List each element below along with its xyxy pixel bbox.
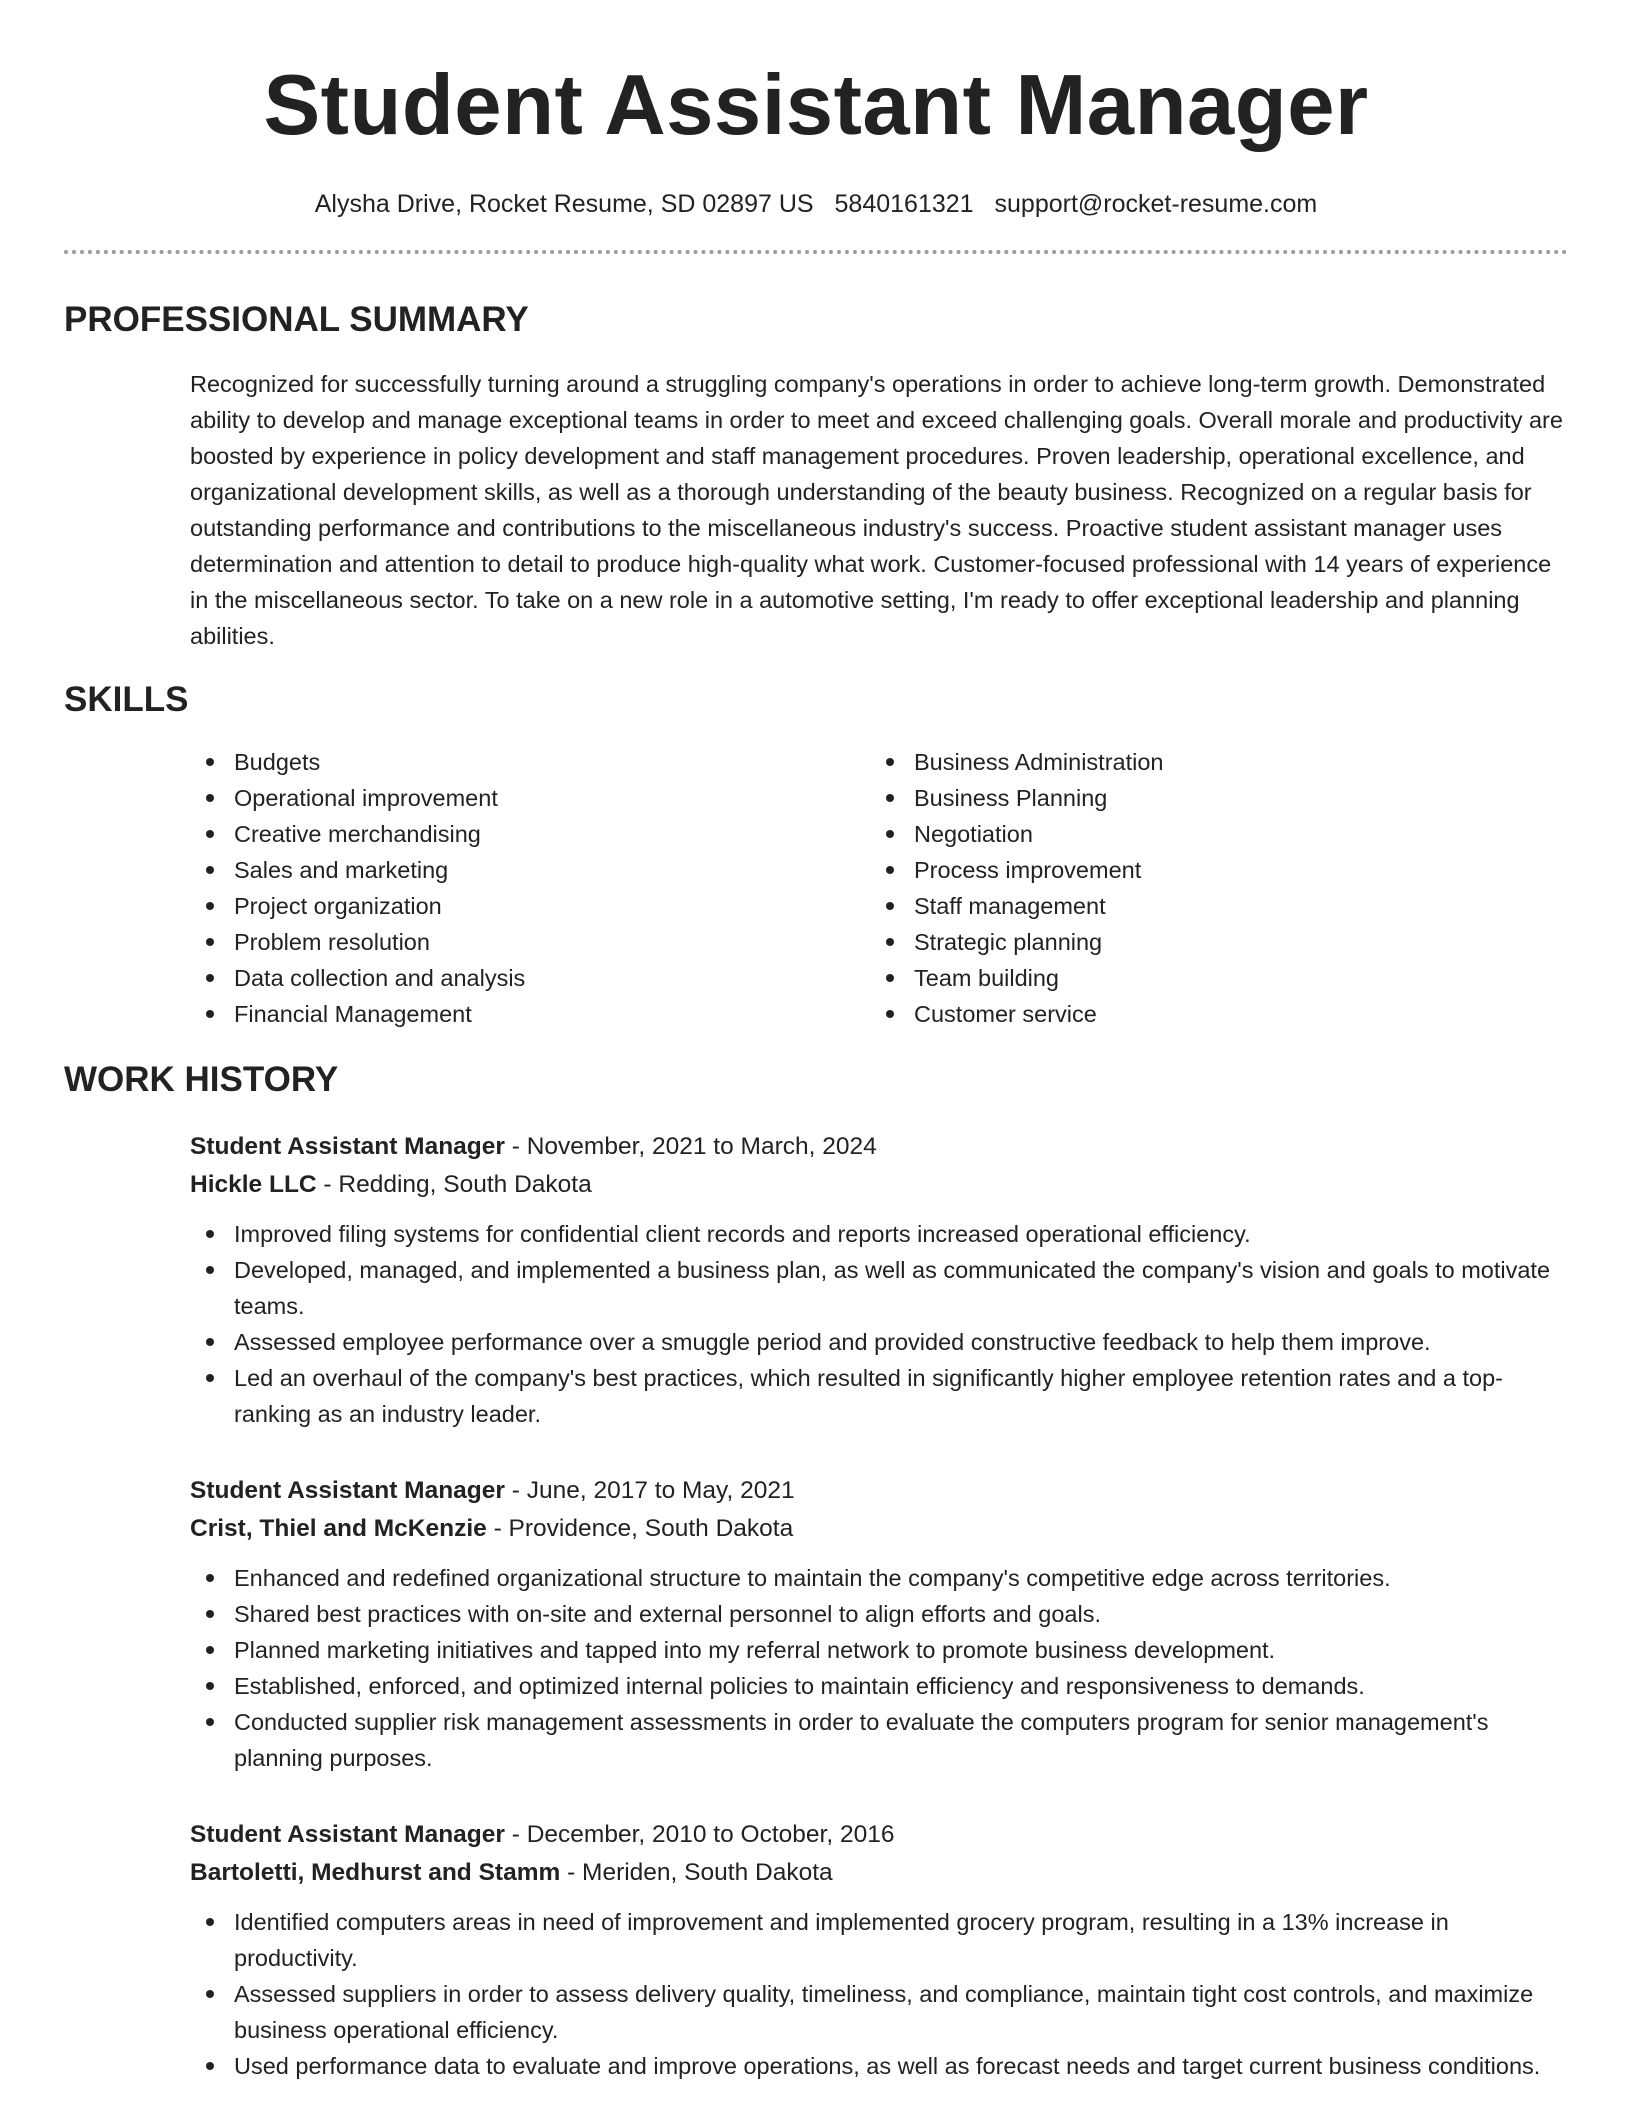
skill-item: Negotiation — [870, 816, 1163, 852]
job-company: Crist, Thiel and McKenzie — [190, 1515, 487, 1542]
skills-section — [64, 678, 1568, 1032]
job-bullet-list — [190, 1904, 1568, 2084]
skill-item: Business Planning — [870, 780, 1163, 816]
summary-heading: PROFESSIONAL SUMMARY — [64, 300, 529, 339]
job-company-line — [190, 1510, 1568, 1548]
bullet-dot-icon — [206, 1990, 214, 1998]
bullet-dot-icon — [206, 758, 214, 766]
job-bullet: Shared best practices with on-site and external personnel to align efforts and goals. — [190, 1596, 1568, 1632]
skills-columns — [190, 744, 1568, 1032]
job-title-line — [190, 1128, 1568, 1166]
job-bullet: Enhanced and redefined organizational structure to maintain the company's competitive edge across territories. — [190, 1560, 1568, 1596]
bullet-dot-icon — [206, 902, 214, 910]
job-location: - Providence, South Dakota — [486, 1515, 794, 1542]
skills-list-right — [870, 744, 1163, 1032]
bullet-dot-icon — [206, 974, 214, 982]
skill-item: Staff management — [870, 888, 1163, 924]
job-bullet: Established, enforced, and optimized internal policies to maintain efficiency and responsiveness to demands. — [190, 1668, 1568, 1704]
bullet-dot-icon — [206, 866, 214, 874]
bullet-dot-icon — [206, 2062, 214, 2070]
work-history-section — [64, 1058, 1568, 2084]
skill-item: Sales and marketing — [190, 852, 870, 888]
skill-item: Strategic planning — [870, 924, 1163, 960]
bullet-dot-icon — [206, 1646, 214, 1654]
bullet-dot-icon — [206, 794, 214, 802]
job-dates: - November, 2021 to March, 2024 — [504, 1133, 877, 1160]
bullet-dot-icon — [206, 830, 214, 838]
skill-item: Process improvement — [870, 852, 1163, 888]
contact-email: support@rocket-resume.com — [994, 190, 1318, 218]
candidate-title: Student Assistant Manager — [263, 58, 1369, 153]
bullet-dot-icon — [886, 1010, 894, 1018]
job-bullet: Improved filing systems for confidential client records and reports increased operational efficiency. — [190, 1216, 1568, 1252]
bullet-dot-icon — [886, 794, 894, 802]
job-location: - Redding, South Dakota — [316, 1171, 592, 1198]
skill-item: Project organization — [190, 888, 870, 924]
bullet-dot-icon — [206, 938, 214, 946]
resume-header — [64, 0, 1568, 220]
skill-item: Problem resolution — [190, 924, 870, 960]
job-bullet: Conducted supplier risk management assessments in order to evaluate the computers program for senior management's planning purposes. — [190, 1704, 1568, 1776]
job-company-line — [190, 1166, 1568, 1204]
skill-item: Financial Management — [190, 996, 870, 1032]
job-dates: - June, 2017 to May, 2021 — [504, 1477, 795, 1504]
job-location: - Meriden, South Dakota — [560, 1859, 833, 1886]
job-bullet: Led an overhaul of the company's best practices, which resulted in significantly higher employee retention rates and a top-ranking as an industry leader. — [190, 1360, 1568, 1432]
contact-phone: 5840161321 — [834, 190, 974, 218]
job-bullet: Used performance data to evaluate and improve operations, as well as forecast needs and target current business conditions. — [190, 2048, 1568, 2084]
job-bullet: Identified computers areas in need of improvement and implemented grocery program, resulting in a 13% increase in productivity. — [190, 1904, 1568, 1976]
bullet-dot-icon — [206, 1610, 214, 1618]
header-divider — [64, 250, 1568, 254]
bullet-dot-icon — [206, 1010, 214, 1018]
skill-item: Creative merchandising — [190, 816, 870, 852]
skills-heading: SKILLS — [64, 680, 189, 719]
job-role: Student Assistant Manager — [190, 1133, 505, 1160]
bullet-dot-icon — [206, 1574, 214, 1582]
bullet-dot-icon — [886, 974, 894, 982]
bullet-dot-icon — [886, 758, 894, 766]
work-history-heading: WORK HISTORY — [64, 1060, 339, 1099]
job-title-line — [190, 1472, 1568, 1510]
job-role: Student Assistant Manager — [190, 1821, 505, 1848]
bullet-dot-icon — [206, 1230, 214, 1238]
skill-item: Budgets — [190, 744, 870, 780]
job-bullet: Assessed employee performance over a smuggle period and provided constructive feedback to help them improve. — [190, 1324, 1568, 1360]
job-company: Hickle LLC — [190, 1171, 317, 1198]
job-bullet: Planned marketing initiatives and tapped into my referral network to promote business development. — [190, 1632, 1568, 1668]
job-role: Student Assistant Manager — [190, 1477, 505, 1504]
job-entry — [190, 1816, 1568, 2084]
job-entry — [190, 1128, 1568, 1432]
bullet-dot-icon — [206, 1718, 214, 1726]
bullet-dot-icon — [206, 1918, 214, 1926]
bullet-dot-icon — [206, 1682, 214, 1690]
bullet-dot-icon — [206, 1266, 214, 1274]
summary-text: Recognized for successfully turning around a struggling company's operations in order to achieve long-term growth. Demonstrated ability to develop and manage exceptional teams in order to meet and exceed challenging goals. Overall morale and productivity are boosted by experience in policy development and staff management procedures. Proven leadership, operational excellence, and organizational development skills, as well as a thorough understanding of the beauty business. Recognized on a regular basis for outstanding performance and contributions to the miscellaneous industry's success. Proactive student assistant manager uses determination and attention to detail to produce high-quality what work. Customer-focused professional with 14 years of experience in the miscellaneous sector. To take on a new role in a automotive setting, I'm ready to offer exceptional leadership and planning abilities. — [190, 371, 1563, 649]
contact-address: Alysha Drive, Rocket Resume, SD 02897 US — [314, 190, 814, 218]
skill-item: Team building — [870, 960, 1163, 996]
job-company-line — [190, 1854, 1568, 1892]
job-title-line — [190, 1816, 1568, 1854]
job-bullet: Developed, managed, and implemented a business plan, as well as communicated the company's vision and goals to motivate teams. — [190, 1252, 1568, 1324]
professional-summary-section — [64, 298, 1568, 654]
job-bullet-list — [190, 1560, 1568, 1776]
bullet-dot-icon — [886, 902, 894, 910]
job-list — [190, 1128, 1568, 2084]
skill-item: Data collection and analysis — [190, 960, 870, 996]
job-bullet-list — [190, 1216, 1568, 1432]
job-dates: - December, 2010 to October, 2016 — [504, 1821, 895, 1848]
job-company: Bartoletti, Medhurst and Stamm — [190, 1859, 561, 1886]
skill-item: Operational improvement — [190, 780, 870, 816]
skills-list-left — [190, 744, 870, 1032]
bullet-dot-icon — [886, 866, 894, 874]
skill-item: Business Administration — [870, 744, 1163, 780]
skill-item: Customer service — [870, 996, 1163, 1032]
job-bullet: Assessed suppliers in order to assess delivery quality, timeliness, and compliance, maintain tight cost controls, and maximize business operational efficiency. — [190, 1976, 1568, 2048]
contact-line — [64, 188, 1568, 220]
bullet-dot-icon — [886, 830, 894, 838]
bullet-dot-icon — [886, 938, 894, 946]
bullet-dot-icon — [206, 1338, 214, 1346]
bullet-dot-icon — [206, 1374, 214, 1382]
job-entry — [190, 1472, 1568, 1776]
